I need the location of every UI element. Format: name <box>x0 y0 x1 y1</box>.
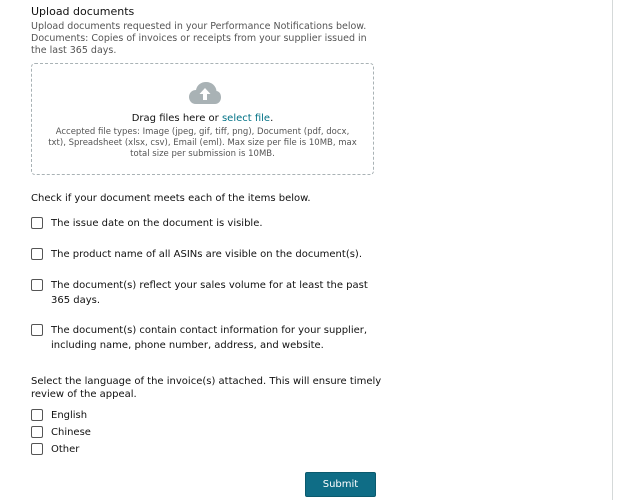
drag-suffix: . <box>270 113 274 124</box>
checklist-item[interactable] <box>31 323 371 353</box>
description-line: Upload documents requested in your Performance Notifications below. <box>31 21 367 32</box>
checklist-item[interactable] <box>31 216 371 231</box>
checkbox-label: The document(s) contain contact information for your supplier, including name, phone number, address, and website. <box>51 325 368 351</box>
checklist-item[interactable] <box>31 247 371 262</box>
checkbox[interactable] <box>31 443 43 455</box>
checkbox[interactable] <box>31 409 43 421</box>
select-file-link[interactable]: select file <box>221 113 271 124</box>
cloud-upload-icon <box>188 80 222 106</box>
language-option[interactable] <box>31 408 371 423</box>
checklist-item[interactable] <box>31 278 371 308</box>
checkbox-label: The document(s) reflect your sales volume for at least the past 365 days. <box>51 280 368 306</box>
divider <box>612 0 613 500</box>
accepted-file-types: Accepted file types: Image (jpeg, gif, tiff, png), Document (pdf, docx, txt), Spreadsheet (xlsx, csv), Email (eml). Max size per file is 10MB, max total size per submission is 10MB. <box>48 127 357 159</box>
submit-button[interactable]: Submit <box>305 472 376 497</box>
checkbox[interactable] <box>31 426 43 438</box>
description-line: Documents: Copies of invoices or receipts from your supplier issued in the last 365 days. <box>31 33 367 56</box>
drag-text: Drag files here or <box>131 113 219 124</box>
upload-description <box>31 21 381 57</box>
section-title: Upload documents <box>31 5 135 18</box>
checkbox-label: The issue date on the document is visible. <box>51 218 263 229</box>
checkbox[interactable] <box>31 324 43 336</box>
checklist-heading: Check if your document meets each of the items below. <box>31 193 311 204</box>
checkbox[interactable] <box>31 279 43 291</box>
checkbox-label: Chinese <box>51 427 91 438</box>
checkbox-label: Other <box>51 444 80 455</box>
checkbox-label: English <box>51 410 88 421</box>
checkbox[interactable] <box>31 217 43 229</box>
language-option[interactable] <box>31 442 371 457</box>
file-dropzone[interactable] <box>31 63 374 175</box>
checkbox[interactable] <box>31 248 43 260</box>
drag-instructions <box>32 113 373 124</box>
language-heading: Select the language of the invoice(s) attached. This will ensure timely review of the appeal. <box>31 376 382 400</box>
checkbox-label: The product name of all ASINs are visible on the document(s). <box>51 249 363 260</box>
language-option[interactable] <box>31 425 371 440</box>
